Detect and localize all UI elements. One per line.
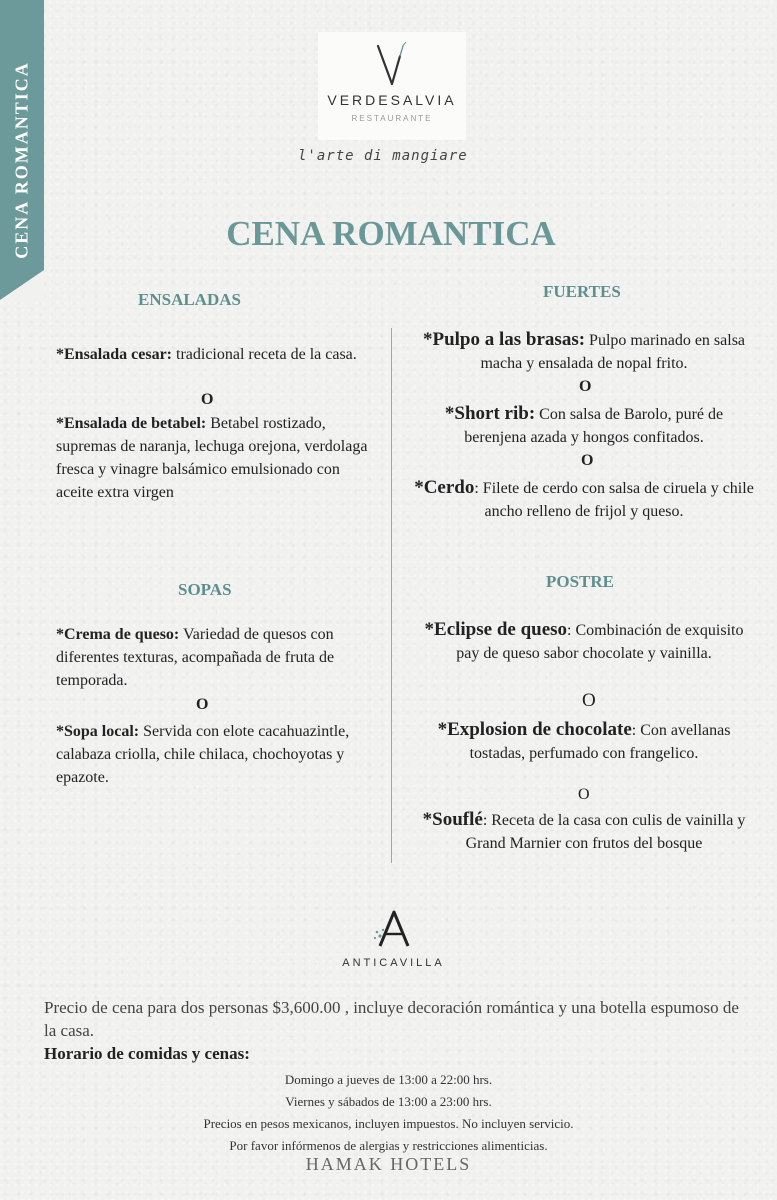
item-description: tradicional receta de la casa. [172, 346, 357, 363]
menu-item-ensalada-cesar [56, 343, 372, 366]
price-note: Precios en pesos mexicanos, incluyen impuestos. No incluyen servicio. [203, 1116, 574, 1131]
separator-or: O [579, 378, 592, 395]
item-description: Betabel rostizado, supremas de naranja, lechuga orejona, verdolaga fresca y vinagre balsámico emulsionado con aceite extra virgen [56, 415, 368, 501]
menu-item-cerdo [414, 476, 754, 523]
schedule-weekend: Viernes y sábados de 13:00 a 23:00 hrs. [285, 1094, 492, 1109]
separator-or: O [582, 690, 596, 711]
side-ribbon [0, 0, 44, 300]
v-logo-icon [372, 42, 412, 88]
menu-item-eclipse-de-queso [414, 618, 754, 665]
item-description: : Combinación de exquisito pay de queso sabor chocolate y vainilla. [456, 622, 744, 662]
brand-name: VERDESALVIA [327, 92, 457, 108]
item-description: : Con avellanas tostadas, perfumado con frangelico. [469, 722, 731, 762]
menu-item-pulpo [414, 328, 754, 375]
item-name: *Ensalada cesar: [56, 346, 172, 363]
section-heading-ensaladas: ENSALADAS [138, 290, 241, 309]
restaurant-logo [318, 32, 466, 140]
item-name: *Ensalada de betabel: [56, 415, 207, 432]
item-name: *Sopa local: [56, 723, 140, 740]
menu-item-short-rib [414, 402, 754, 449]
column-divider [391, 328, 392, 863]
item-name: *Pulpo a las brasas: [422, 329, 586, 350]
hotel-logo [336, 908, 451, 969]
brand-tagline: l'arte di mangiare [298, 148, 468, 164]
item-name: *Short rib: [444, 403, 536, 424]
hotel-name: ANTICAVILLA [342, 957, 445, 969]
menu-item-soufle [414, 808, 754, 855]
hotel-group-name: HAMAK HOTELS [305, 1154, 472, 1174]
menu-item-explosion-de-chocolate [414, 718, 754, 765]
brand-subtitle: RESTAURANTE [351, 114, 433, 123]
separator-or: O [201, 391, 214, 408]
ribbon-text: CENA ROMANTICA [11, 61, 32, 259]
page-title: CENA ROMANTICA [226, 214, 556, 253]
section-heading-postre: POSTRE [546, 572, 615, 591]
item-description: : Receta de la casa con culis de vainilla y Grand Marnier con frutos del bosque [465, 812, 746, 852]
section-heading-fuertes: FUERTES [543, 282, 621, 301]
schedule-weekdays: Domingo a jueves de 13:00 a 22:00 hrs. [284, 1072, 493, 1087]
a-logo-icon [372, 908, 416, 948]
ribbon-notch [0, 270, 44, 300]
menu-item-sopa-local [56, 720, 372, 789]
price-text: Precio de cena para dos personas $3,600.00 , incluye decoración romántica y una botella espumoso de la casa. [44, 998, 739, 1040]
menu-item-crema-de-queso [56, 623, 372, 692]
item-name: *Souflé [422, 809, 483, 830]
separator-or: O [196, 696, 209, 713]
separator-or: O [578, 786, 590, 803]
separator-or: O [581, 452, 594, 469]
item-name: *Crema de queso: [56, 626, 180, 643]
item-name: *Eclipse de queso [424, 619, 568, 640]
item-description: Variedad de quesos con diferentes texturas, acompañada de fruta de temporada. [56, 626, 335, 689]
item-description: Con salsa de Barolo, puré de berenjena azada y hongos confitados. [464, 406, 724, 446]
item-description: : Filete de cerdo con salsa de ciruela y chile ancho relleno de frijol y queso. [474, 480, 754, 520]
item-description: Pulpo marinado en salsa macha y ensalada de nopal frito. [480, 332, 746, 372]
section-heading-sopas: SOPAS [178, 580, 232, 599]
item-name: *Cerdo [414, 477, 475, 498]
menu-item-ensalada-betabel [56, 412, 372, 504]
item-name: *Explosion de chocolate [437, 719, 632, 740]
schedule-title: Horario de comidas y cenas: [44, 1044, 250, 1063]
allergy-note: Por favor infórmenos de alergias y restricciones alimenticias. [229, 1138, 548, 1153]
item-description: Servida con elote cacahuazintle, calabaza criolla, chile chilaca, chochoyotas y epazote. [56, 723, 350, 786]
